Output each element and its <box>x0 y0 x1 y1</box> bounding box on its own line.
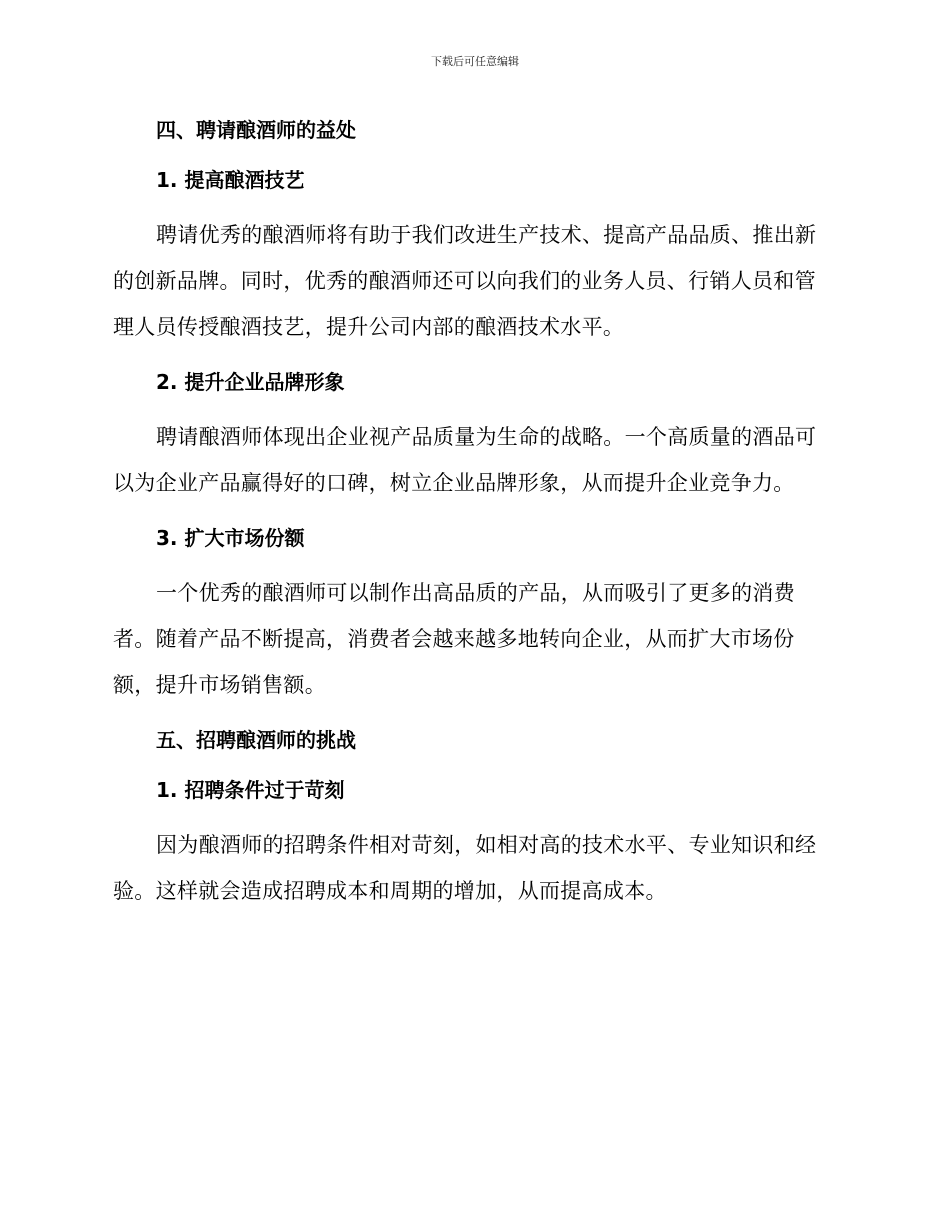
page-header: 下载后可任意编辑 <box>431 55 519 68</box>
paragraph-brand-image: 聘请酿酒师体现出企业视产品质量为生命的战略。一个高质量的酒品可以为企业产品赢得好的口碑，树立企业品牌形象，从而提升企业竞争力。 <box>113 425 817 495</box>
document-body <box>113 112 837 914</box>
subsection-heading-strict-requirements: 1. 招聘条件过于苛刻 <box>156 778 345 802</box>
section-heading-benefits: 四、聘请酿酒师的益处 <box>156 118 356 142</box>
paragraph-market-share: 一个优秀的酿酒师可以制作出高品质的产品，从而吸引了更多的消费者。随着产品不断提高，消费者会越来越多地转向企业，从而扩大市场份额，提升市场销售额。 <box>113 581 795 697</box>
subsection-heading-brand-image: 2. 提升企业品牌形象 <box>156 370 345 394</box>
section-heading-challenges: 五、招聘酿酒师的挑战 <box>156 728 356 752</box>
paragraph-improve-skills: 聘请优秀的酿酒师将有助于我们改进生产技术、提高产品品质、推出新的创新品牌。同时，优秀的酿酒师还可以向我们的业务人员、行销人员和管理人员传授酿酒技艺，提升公司内部的酿酒技术水平。 <box>113 223 817 339</box>
paragraph-strict-requirements: 因为酿酒师的招聘条件相对苛刻，如相对高的技术水平、专业知识和经验。这样就会造成招聘成本和周期的增加，从而提高成本。 <box>113 833 817 903</box>
subsection-heading-market-share: 3. 扩大市场份额 <box>156 526 305 550</box>
subsection-heading-improve-skills: 1. 提高酿酒技艺 <box>156 168 305 192</box>
